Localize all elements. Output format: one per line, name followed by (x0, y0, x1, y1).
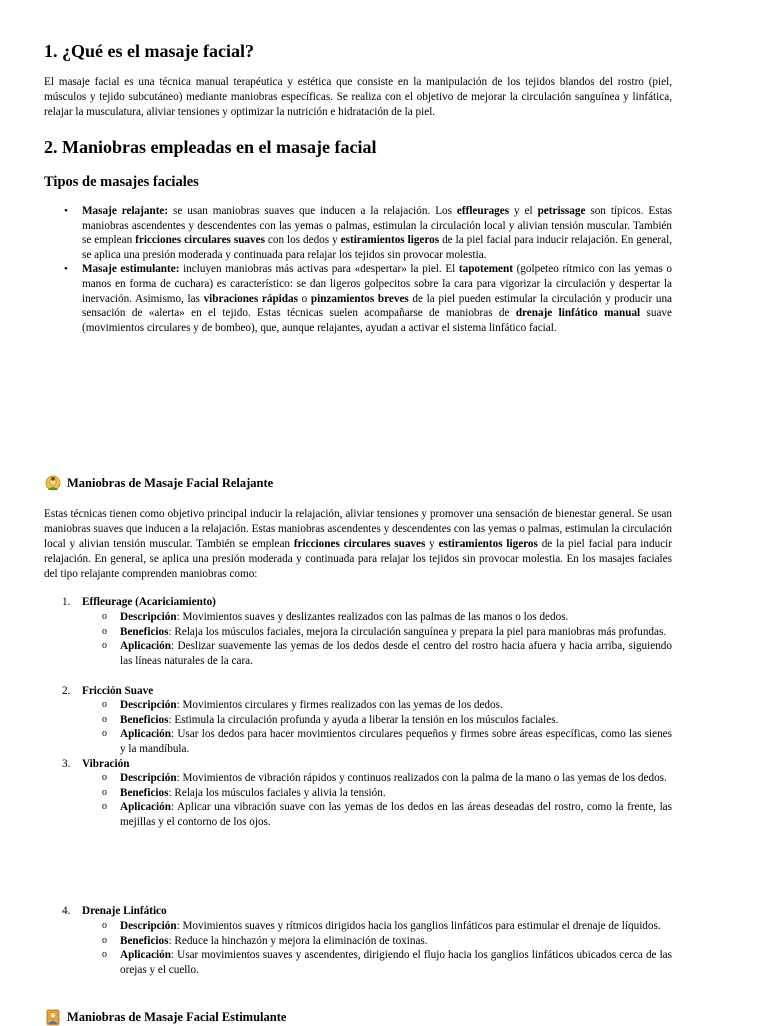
estimulante-heading-text: Maniobras de Masaje Facial Estimulante (67, 1010, 287, 1024)
list-item: • Masaje relajante: se usan maniobras suaves que inducen a la relajación. Los effleurages y el petrissage son típicos. Estas maniobras ascendentes y descendentes con las yemas o palmas, estimulan la circulación local y alivian tensión muscular. También se emplean fricciones circulares suaves con los dedos y estiramientos ligeros de la piel facial para inducir relajación. En general, se aplica una presión moderada y continuada para relajar los tejidos sin provocar molestia. (64, 205, 672, 261)
list-item: o Aplicación: Aplicar una vibración suave con las yemas de los dedos en las áreas deseadas del rostro, como la frente, las mejillas y el contorno de los ojos. (102, 801, 672, 828)
section-1-paragraph: El masaje facial es una técnica manual terapéutica y estética que consiste en la manipulación de los tejidos blandos del rostro (piel, músculos y tejido subcutáneo) mediante maniobras específicas. Se realiza con el objetivo de mejorar la circulación sanguínea y linfática, relajar la musculatura, aliviar tensiones y optimizar la nutrición e hidratación de la piel. (44, 76, 672, 118)
list-item: o Beneficios: Relaja los músculos faciales y alivia la tensión. (102, 786, 386, 799)
item-3-details (102, 771, 672, 829)
bullet-icon: • (64, 263, 68, 276)
section-2-heading: 2. Maniobras empleadas en el masaje facial (44, 137, 377, 157)
list-item: o Aplicación: Deslizar suavemente las yemas de los dedos desde el centro del rostro hacia afuera y hacia arriba, siguiendo las líneas naturales de la cara. (102, 640, 672, 667)
massage-types-list (64, 204, 672, 335)
numbered-item: 2. Fricción Suave (62, 685, 154, 697)
list-item: • Masaje estimulante: incluyen maniobras más activas para «despertar» la piel. El tapotement (golpeteo rítmico con las yemas o manos en forma de cuchara) es característico: se dan ligeros golpecitos sobre la cara para vigorizar la circulación y despertar la inervación. Asimismo, las vibraciones rápidas o pinzamientos breves de la piel pueden estimular la circulación y producir una sensación de «alerta» en el tejido. Estas técnicas suelen acompañarse de maniobras de drenaje linfático manual suave (movimientos circulares y de bombeo), que, aunque relajantes, ayudan a activar el sistema linfático facial. (64, 263, 673, 334)
bullet-icon: • (64, 205, 68, 217)
numbered-item: 3. Vibración (62, 758, 130, 770)
list-item: o Aplicación: Usar movimientos suaves y ascendentes, dirigiendo el flujo hacia los ganglios linfáticos ubicados cerca de las orejas y el cuello. (102, 949, 672, 976)
estimulante-heading (44, 1008, 286, 1026)
list-item: o Descripción: Movimientos suaves y rítmicos dirigidos hacia los ganglios linfáticos para estimular el drenaje de líquidos. (102, 920, 661, 932)
item-2-details (102, 698, 672, 756)
section-1-heading: 1. ¿Qué es el masaje facial? (44, 41, 254, 61)
list-item: o Beneficios: Estimula la circulación profunda y ayuda a liberar la tensión en los músculos faciales. (102, 713, 559, 726)
list-item: o Descripción: Movimientos suaves y deslizantes realizados con las palmas de las manos o los dedos. (102, 611, 569, 623)
list-item: o Aplicación: Usar los dedos para hacer movimientos circulares pequeños y firmes sobre áreas específicas, como las sienes y la mandíbula. (102, 728, 672, 755)
relajante-paragraph: Estas técnicas tienen como objetivo principal inducir la relajación, aliviar tensiones y promover una sensación de bienestar general. Se usan maniobras suaves que inducen a la relajación. Estas maniobras ascendentes y descendentes con las yemas o palmas, estimulan la circulación local y alivian tensión muscular. También se emplean fricciones circulares suaves y estiramientos ligeros de la piel facial para inducir relajación. En general, se aplica una presión moderada y continuada para relajar los tejidos sin provocar molestia. En los masajes faciales del tipo relajante comprenden maniobras como: (44, 508, 672, 580)
list-item: o Descripción: Movimientos de vibración rápidos y continuos realizados con la palma de la mano o las yemas de los dedos. (102, 772, 667, 784)
person-icon (44, 1009, 61, 1026)
item-4-details (102, 919, 672, 977)
numbered-item: 4. Drenaje Linfático (62, 905, 167, 917)
item-1-details (102, 610, 672, 668)
list-item: o Descripción: Movimientos circulares y firmes realizados con las yemas de los dedos. (102, 699, 503, 711)
person-icon (44, 475, 61, 492)
relajante-heading-text: Maniobras de Masaje Facial Relajante (67, 476, 274, 490)
list-item: o Beneficios: Relaja los músculos faciales, mejora la circulación sanguínea y prepara la piel para maniobras más profundas. (102, 625, 667, 638)
numbered-item: 1. Effleurage (Acariciamiento) (62, 596, 216, 608)
section-2-subheading: Tipos de masajes faciales (44, 174, 199, 190)
relajante-heading (44, 474, 273, 492)
list-item: o Beneficios: Reduce la hinchazón y mejora la eliminación de toxinas. (102, 934, 428, 947)
